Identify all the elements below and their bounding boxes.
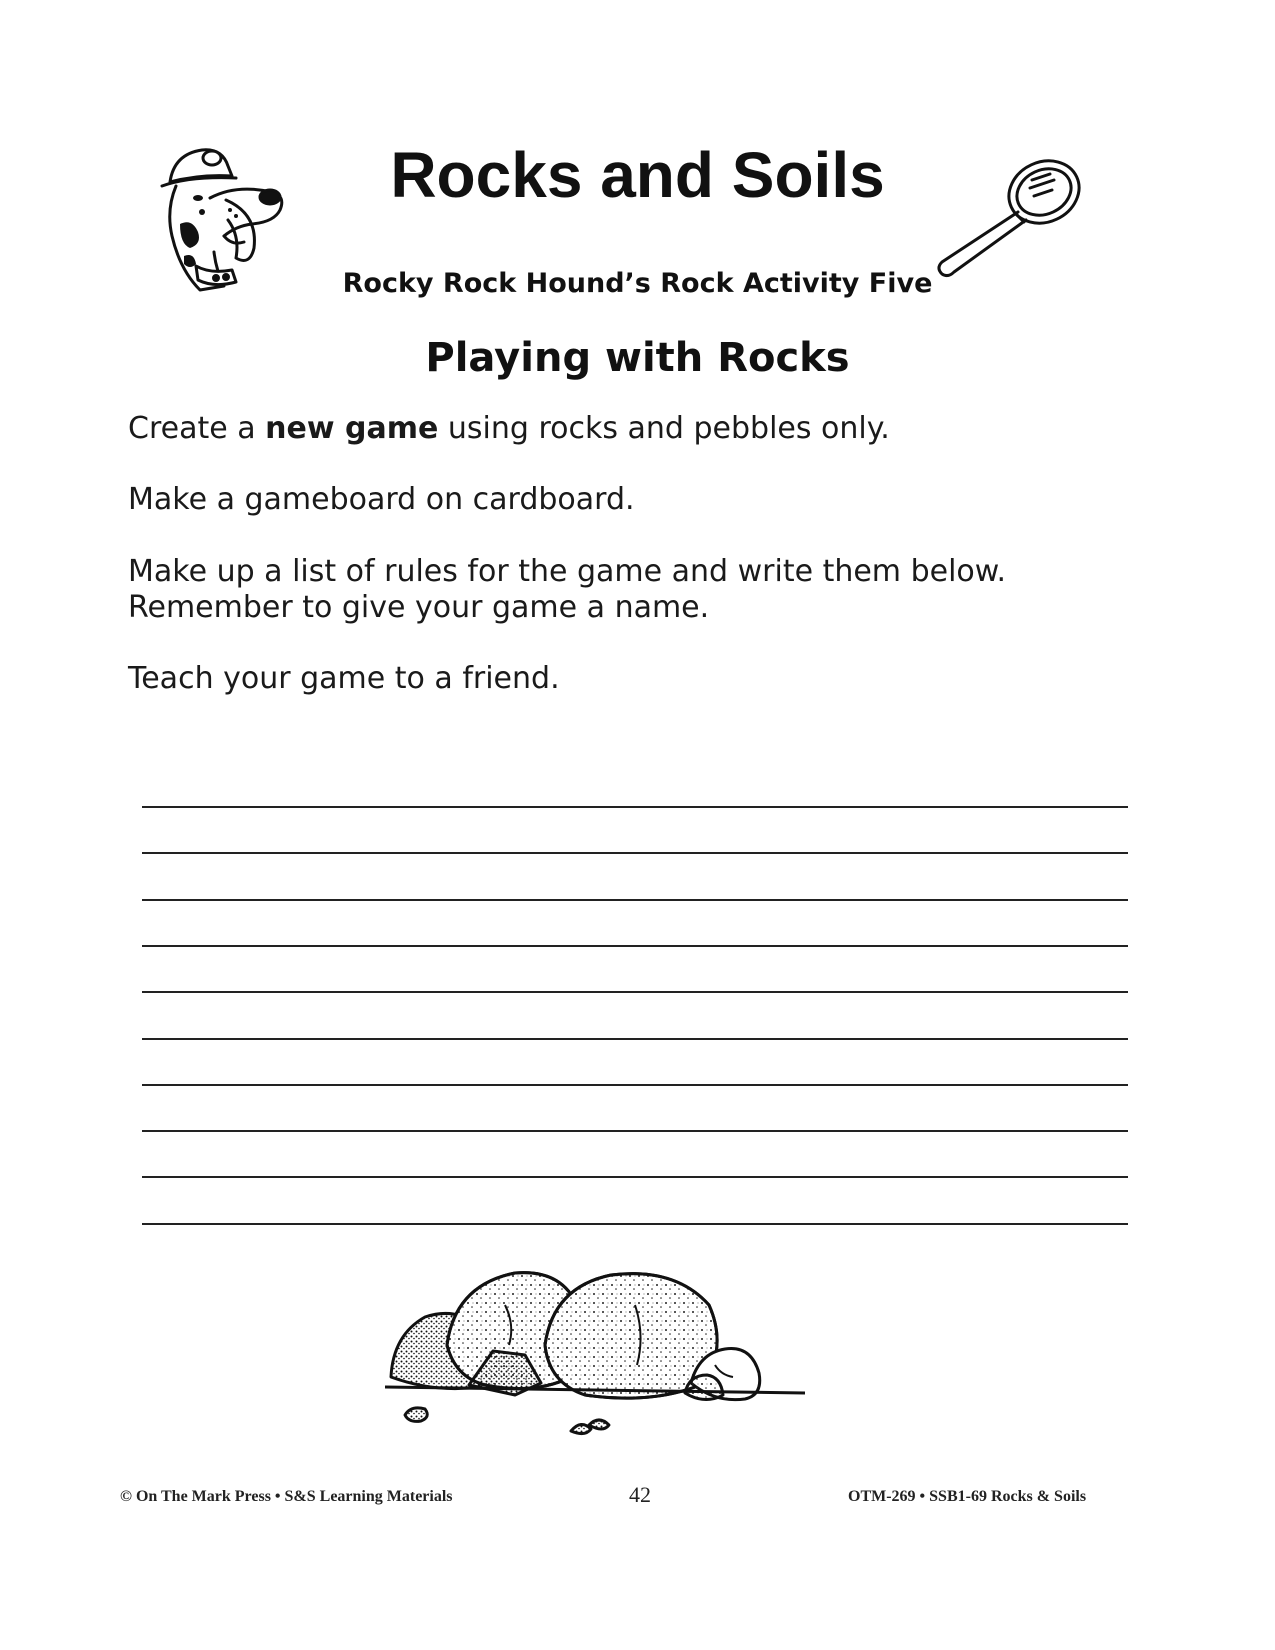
writing-line[interactable] [142, 806, 1128, 808]
instruction-4: Teach your game to a friend. [128, 661, 560, 696]
writing-line[interactable] [142, 1223, 1128, 1225]
instruction-1-before: Create a [128, 411, 266, 446]
page-title: Rocks and Soils [390, 139, 885, 211]
writing-line[interactable] [142, 1084, 1128, 1086]
instruction-2: Make a gameboard on cardboard. [128, 482, 635, 517]
rocks-illustration-icon [385, 1265, 815, 1465]
writing-line[interactable] [142, 1176, 1128, 1178]
instruction-3-line-2: Remember to give your game a name. [128, 590, 710, 625]
writing-line[interactable] [142, 899, 1128, 901]
writing-line[interactable] [142, 852, 1128, 854]
instruction-3-line-1: Make up a list of rules for the game and write them below. [128, 554, 1007, 589]
instruction-1-after: using rocks and pebbles only. [438, 411, 890, 446]
writing-line[interactable] [142, 1130, 1128, 1132]
footer-copyright: © On The Mark Press • S&S Learning Materials [120, 1488, 453, 1505]
page-number: 42 [629, 1482, 651, 1507]
instruction-1 [128, 410, 890, 448]
activity-subtitle: Rocky Rock Hound’s Rock Activity Five [342, 268, 933, 299]
writing-line[interactable] [142, 1038, 1128, 1040]
writing-line[interactable] [142, 991, 1128, 993]
activity-heading: Playing with Rocks [425, 335, 850, 381]
writing-line[interactable] [142, 945, 1128, 947]
instruction-1-bold: new game [265, 411, 439, 446]
footer-catalog: OTM-269 • SSB1-69 Rocks & Soils [848, 1488, 1087, 1505]
